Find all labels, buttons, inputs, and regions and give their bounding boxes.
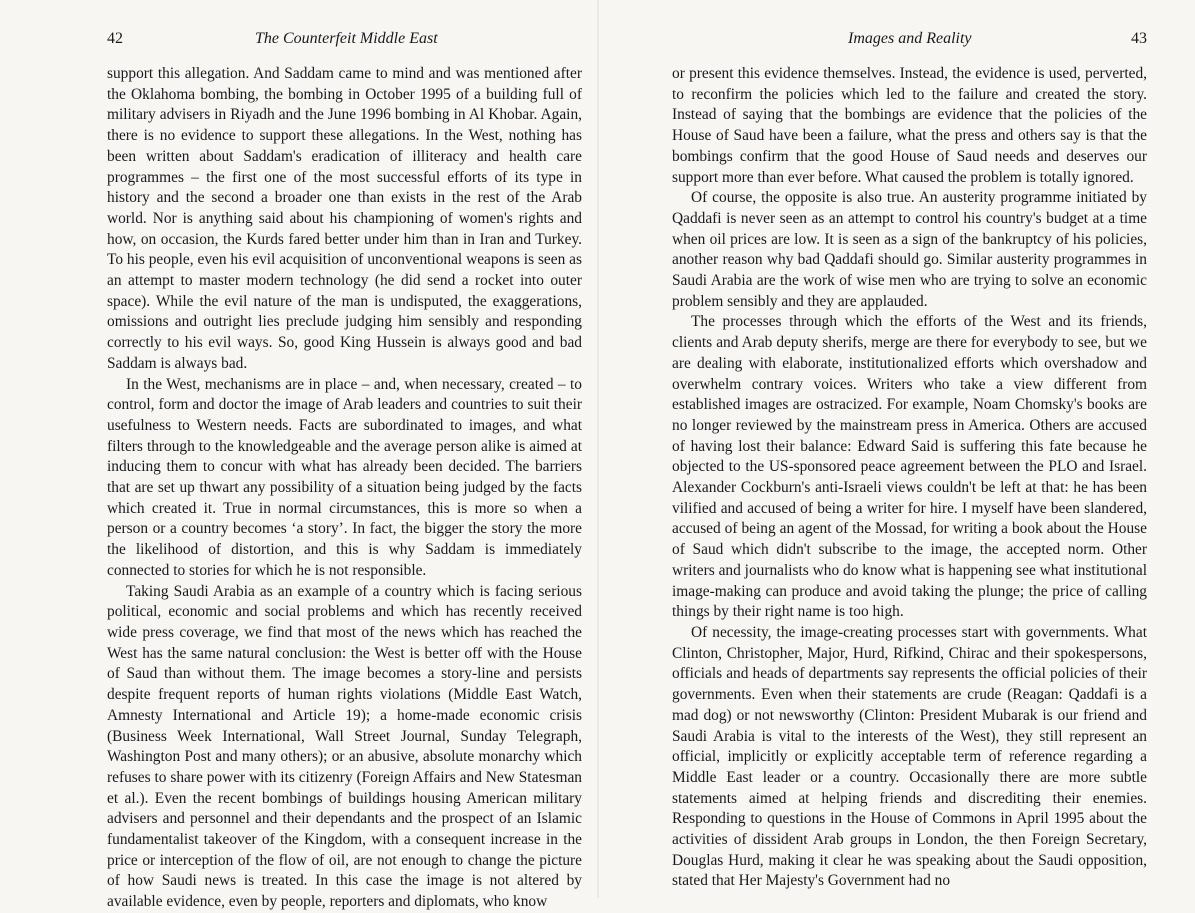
- left-page: [107, 0, 582, 911]
- right-paragraph-2: Of course, the opposite is also true. An austerity programme initiated by Qaddafi is never seen as an attempt to control his country's budget at a time when oil prices are low. It is seen as a sign of the bankruptcy of his policies, another reason why bad Qaddafi should go. Similar austerity programmes in Saudi Arabia are the work of wise men who are trying to solve an economic problem sensibly and they are applauded.: [672, 189, 1147, 310]
- right-paragraph-3: The processes through which the efforts of the West and its friends, clients and Arab deputy sherifs, merge are there for everybody to see, but we are dealing with elaborate, institutionalized efforts which overshadow and overwhelm contrary voices. Writers who take a view different from established images are ostracized. For example, Noam Chomsky's books are no longer reviewed by the mainstream press in America. Others are accused of having lost their balance: Edward Said is suffering this fate because he objected to the US-sponsored peace agreement between the PLO and Israel. Alexander Cockburn's anti-Israeli views couldn't be left at that: he has been vilified and accused of being a writer for hire. I myself have been slandered, accused of being an agent of the Mossad, for writing a book about the House of Saud which didn't subscribe to the image, the accepted norm. Other writers and journalists who do know what is happening see what institutional image-making can produce and avoid taking the plunge; the price of calling things by their right name is too high.: [672, 313, 1147, 621]
- left-page-body: [107, 64, 582, 913]
- left-paragraph-2: In the West, mechanisms are in place – and, when necessary, created – to control, form and doctor the image of Arab leaders and countries to suit their usefulness to Western needs. Facts are subordinated to images, and what filters through to the knowledgeable and the average person alike is aimed at inducing them to concur with what has already been decided. The barriers that are set up thwart any possibility of a situation being judged by the facts which created it. True in normal circumstances, this is more so when a person or a country becomes ‘a story’. In fact, the bigger the story the more the likelihood of distortion, and this is why Saddam is immediately connected to stories for which he is not responsible.: [107, 375, 582, 579]
- right-running-head: [672, 30, 1147, 54]
- right-running-title: Images and Reality: [848, 30, 972, 47]
- right-paragraph-1: or present this evidence themselves. Instead, the evidence is used, perverted, to reconfirm the policies which led to the failure and created the story. Instead of saying that the bombings are evidence that the policies of the House of Saud have been a failure, what the press and others say is that the bombings confirm that the good House of Saud needs and deserves our support more than ever before. What caused the problem is totally ignored.: [672, 65, 1147, 186]
- right-page: [672, 0, 1147, 898]
- left-running-head: [107, 30, 582, 54]
- right-page-number: 43: [1131, 30, 1147, 47]
- right-page-body: [672, 64, 1147, 892]
- left-paragraph-3: Taking Saudi Arabia as an example of a country which is facing serious political, economic and social problems and which has recently received wide press coverage, we find that most of the news which has reached the West has the same natural conclusion: the West is better off with the House of Saud than without them. The image becomes a story-line and persists despite frequent reports of human rights violations (Middle East Watch, Amnesty International and Article 19); a home-made economic crisis (Business Week International, Wall Street Journal, Sunday Telegraph, Washington Post and many others); or an abusive, absolute monarchy which refuses to share power with its citizenry (Foreign Affairs and New Statesman et al.). Even the recent bombings of buildings housing American military advisers and personnel and their dependants and the prospect of an Islamic fundamentalist takeover of the Kingdom, with a consequent increase in the price or interception of the flow of oil, are not enough to change the picture of how Saudi news is treated. In this case the image is not altered by available evidence, even by people, reporters and diplomats, who know: [107, 582, 582, 911]
- left-page-number: 42: [107, 30, 123, 47]
- book-gutter: [597, 0, 599, 898]
- left-paragraph-1: support this allegation. And Saddam came to mind and was mentioned after the Oklahoma bombing, the bombing in October 1995 of a building full of military advisers in Riyadh and the June 1996 bombing in Al Khobar. Again, there is no evidence to support these allegations. In the West, nothing has been written about Saddam's eradication of illiteracy and health care programmes – the first one of the most successful efforts of its type in history and the second a broader one than exists in the rest of the Arab world. Nor is anything said about his championing of women's rights and how, on occasion, the Kurds fared better under him than in Iran and Turkey. To his people, even his evil acquisition of unconventional weapons is seen as an attempt to master modern technology (he did send a rocket into outer space). While the evil nature of the man is undisputed, the exaggerations, omissions and outright lies preclude judging him sensibly and responding correctly to his evil ways. So, good King Hussein is always good and bad Saddam is always bad.: [107, 65, 582, 372]
- left-running-title: The Counterfeit Middle East: [255, 30, 438, 47]
- right-paragraph-4: Of necessity, the image-creating processes start with governments. What Clinton, Christopher, Major, Hurd, Rifkind, Chirac and their spokespersons, officials and heads of departments say represents the official policies of their governments. Even when their statements are crude (Reagan: Qaddafi is a mad dog) or not newsworthy (Clinton: President Mubarak is our friend and Saudi Arabia is vital to the interests of the West), they still represent an official, implicitly or explicitly acceptable term of reference regarding a Middle East leader or a country. Occasionally there are more subtle statements aimed at helping friends and discrediting their enemies. Responding to questions in the House of Commons in April 1995 about the activities of dissident Arab groups in London, the then Foreign Secretary, Douglas Hurd, making it clear he was speaking about the Saudi opposition, stated that Her Majesty's Government had no: [672, 623, 1147, 890]
